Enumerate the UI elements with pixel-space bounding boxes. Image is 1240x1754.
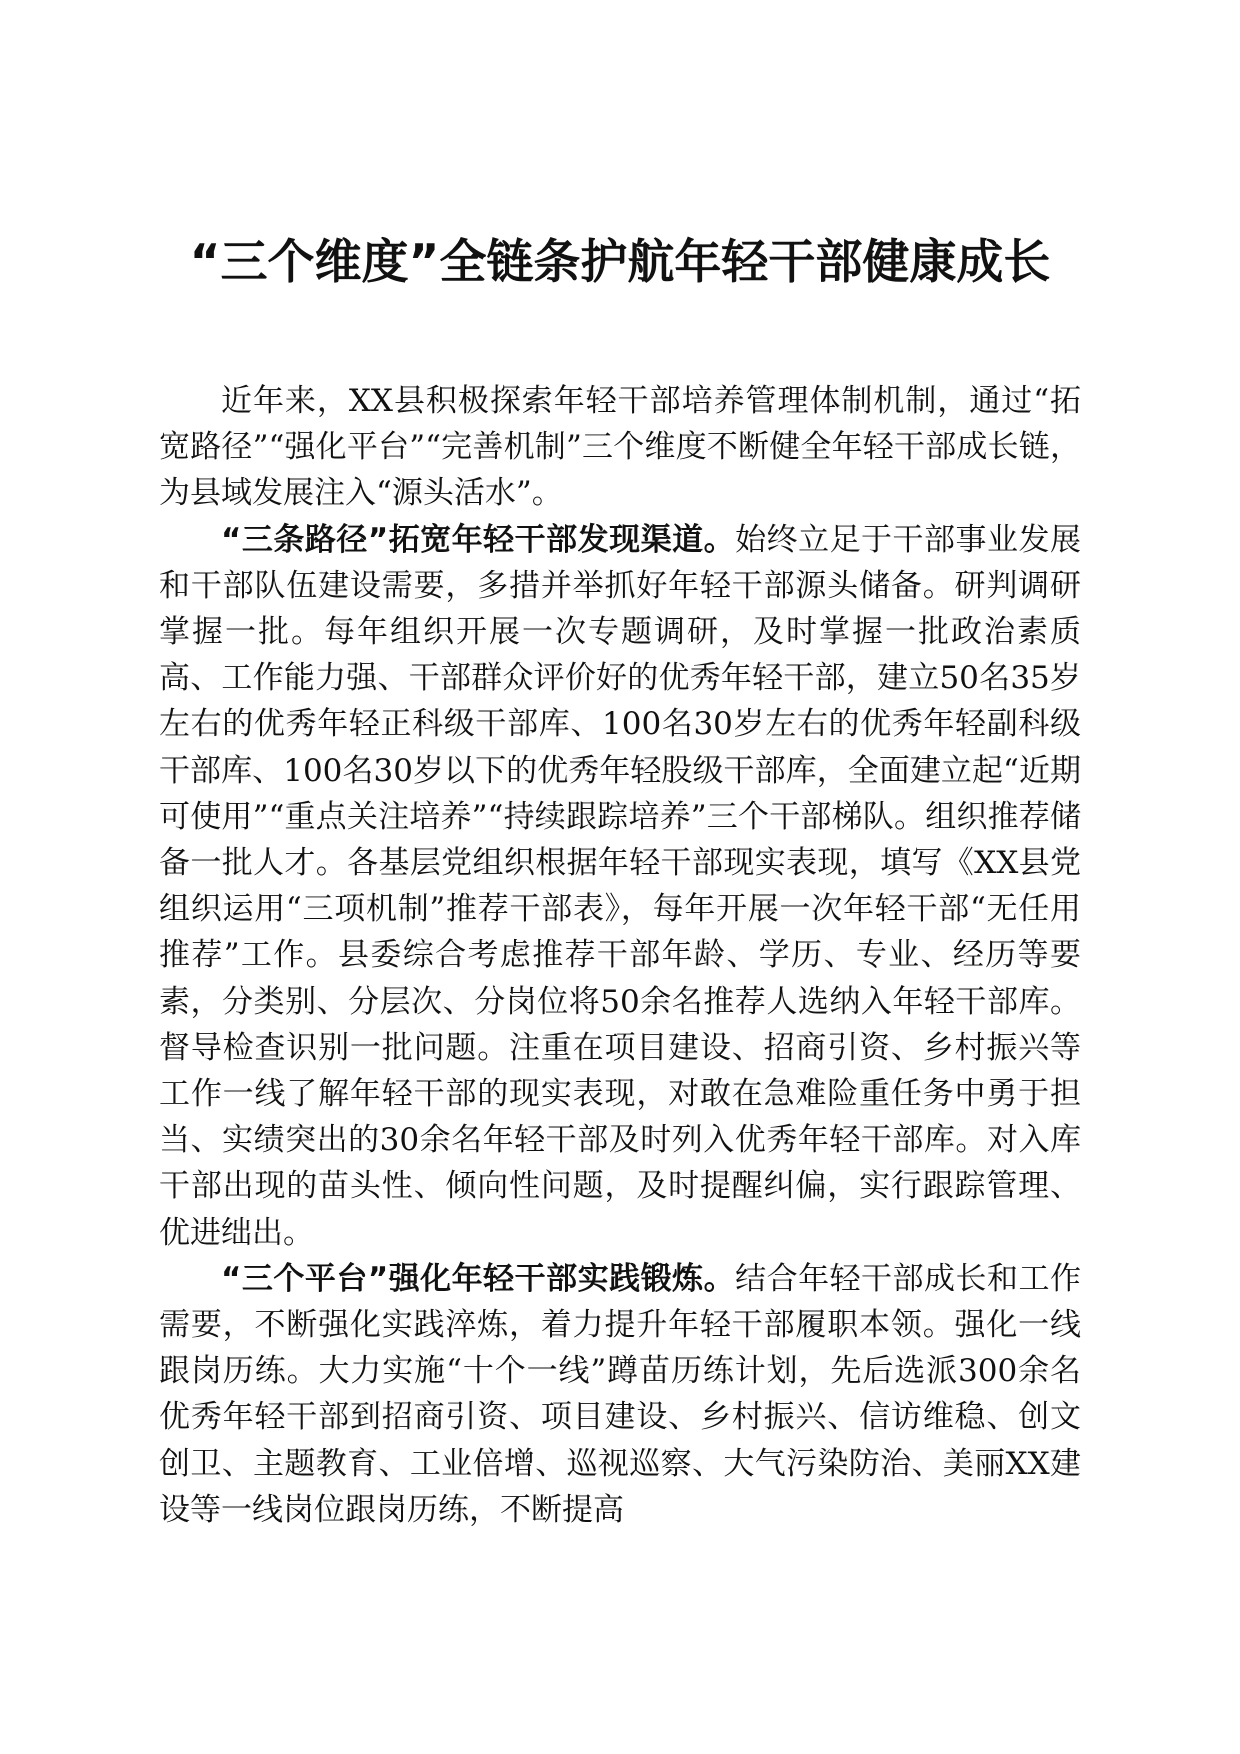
document-title: “三个维度”全链条护航年轻干部健康成长 (189, 235, 1051, 290)
paragraph-text: 近年来，XX县积极探索年轻干部培养管理体制机制，通过“拓宽路径”“强化平台”“完善机制”三个维度不断健全年轻干部成长链，为县域发展注入“源头活水”。 (159, 383, 1081, 512)
paragraph-heading: “三条路径”拓宽年轻干部发现渠道。 (221, 521, 736, 558)
paragraph-text: 始终立足于干部事业发展和干部队伍建设需要，多措并举抓好年轻干部源头储备。研判调研掌握一批。每年组织开展一次专题调研，及时掌握一批政治素质高、工作能力强、干部群众评价好的优秀年轻干部，建立50名35岁左右的优秀年轻正科级干部库、100名30岁左右的优秀年轻副科级干部库、100名30岁以下的优秀年轻股级干部库，全面建立起“近期可使用”“重点关注培养”“持续跟踪培养”三个干部梯队。组织推荐储备一批人才。各基层党组织根据年轻干部现实表现，填写《XX县党组织运用“三项机制”推荐干部表》，每年开展一次年轻干部“无任用推荐”工作。县委综合考虑推荐干部年龄、学历、专业、经历等要素，分类别、分层次、分岗位将50余名推荐人选纳入年轻干部库。督导检查识别一批问题。注重在项目建设、招商引资、乡村振兴等工作一线了解年轻干部的现实表现，对敢在急难险重任务中勇于担当、实绩突出的30余名年轻干部及时列入优秀年轻干部库。对入库干部出现的苗头性、倾向性问题，及时提醒纠偏，实行跟踪管理、优进绌出。 (159, 521, 1082, 1251)
document-body (159, 378, 1081, 1533)
paragraph-intro (159, 378, 1081, 517)
paragraph-text: 结合年轻干部成长和工作需要，不断强化实践淬炼，着力提升年轻干部履职本领。强化一线跟岗历练。大力实施“十个一线”蹲苗历练计划，先后选派300余名优秀年轻干部到招商引资、项目建设、乡村振兴、信访维稳、创文创卫、主题教育、工业倍增、巡视巡察、大气污染防治、美丽XX建设等一线岗位跟岗历练，不断提高 (159, 1260, 1082, 1528)
paragraph-heading: “三个平台”强化年轻干部实践锻炼。 (221, 1260, 736, 1297)
paragraph-three-platforms (159, 1256, 1081, 1533)
paragraph-three-paths (159, 517, 1081, 1256)
